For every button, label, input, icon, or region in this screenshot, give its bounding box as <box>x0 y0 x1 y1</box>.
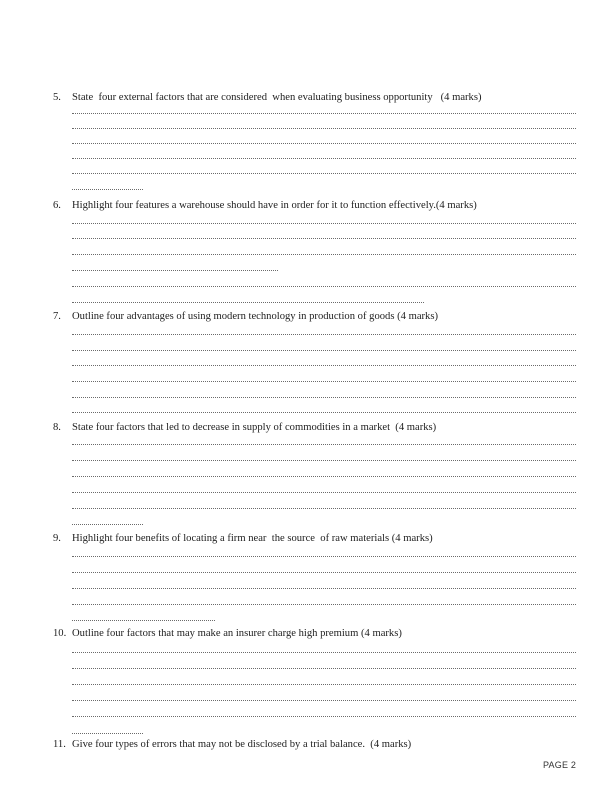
question-5-prompt <box>53 92 482 104</box>
answer-line-short[interactable] <box>72 733 143 735</box>
answer-line[interactable] <box>72 508 576 510</box>
answer-line[interactable] <box>72 397 576 399</box>
question-11-prompt <box>53 739 411 751</box>
answer-line[interactable] <box>72 350 576 352</box>
question-number: 11. <box>53 739 66 750</box>
page-number: PAGE 2 <box>543 760 577 770</box>
question-text: State four factors that led to decrease in supply of commodities in a market (4 marks) <box>72 422 437 433</box>
answer-line[interactable] <box>72 412 576 414</box>
question-text: Highlight four benefits of locating a firm near the source of raw materials (4 marks) <box>72 533 433 544</box>
answer-line[interactable] <box>72 716 576 718</box>
question-number: 9. <box>53 533 61 544</box>
question-number: 5. <box>53 92 61 103</box>
answer-line[interactable] <box>72 128 576 130</box>
question-number: 8. <box>53 422 61 433</box>
answer-line[interactable] <box>72 668 576 670</box>
answer-line[interactable] <box>72 444 576 446</box>
answer-line[interactable] <box>72 223 576 225</box>
answer-line[interactable] <box>72 652 576 654</box>
question-6-prompt <box>53 200 477 212</box>
answer-line[interactable] <box>72 381 576 383</box>
question-number: 7. <box>53 311 61 322</box>
answer-line[interactable] <box>72 254 576 256</box>
answer-line[interactable] <box>72 604 576 606</box>
answer-line[interactable] <box>72 143 576 145</box>
question-number: 10. <box>53 628 67 639</box>
question-text: Outline four factors that may make an insurer charge high premium (4 marks) <box>72 628 402 639</box>
question-9-prompt <box>53 533 433 545</box>
answer-line[interactable] <box>72 556 576 558</box>
question-number: 6. <box>53 200 61 211</box>
answer-line[interactable] <box>72 572 576 574</box>
question-text: Highlight four features a warehouse should have in order for it to function effectively.(4 marks) <box>72 200 477 211</box>
answer-line[interactable] <box>72 460 576 462</box>
answer-line[interactable] <box>72 684 576 686</box>
answer-line[interactable] <box>72 476 576 478</box>
question-text: Outline four advantages of using modern technology in production of goods (4 marks) <box>72 311 438 322</box>
answer-line-short[interactable] <box>72 302 424 304</box>
question-text: State four external factors that are considered when evaluating business opportunity (4 marks) <box>72 92 482 103</box>
question-10-prompt <box>53 628 402 640</box>
question-7-prompt <box>53 311 438 323</box>
answer-line[interactable] <box>72 158 576 160</box>
answer-line-short[interactable] <box>72 270 278 272</box>
answer-line[interactable] <box>72 588 576 590</box>
answer-line[interactable] <box>72 492 576 494</box>
answer-line-short[interactable] <box>72 620 215 622</box>
answer-line[interactable] <box>72 286 576 288</box>
answer-line-short[interactable] <box>72 524 143 526</box>
answer-line[interactable] <box>72 173 576 175</box>
answer-line-short[interactable] <box>72 189 143 191</box>
answer-line[interactable] <box>72 700 576 702</box>
answer-line[interactable] <box>72 238 576 240</box>
answer-line[interactable] <box>72 365 576 367</box>
question-8-prompt <box>53 422 436 434</box>
answer-line[interactable] <box>72 334 576 336</box>
answer-line[interactable] <box>72 113 576 115</box>
question-text: Give four types of errors that may not be disclosed by a trial balance. (4 marks) <box>72 739 412 750</box>
